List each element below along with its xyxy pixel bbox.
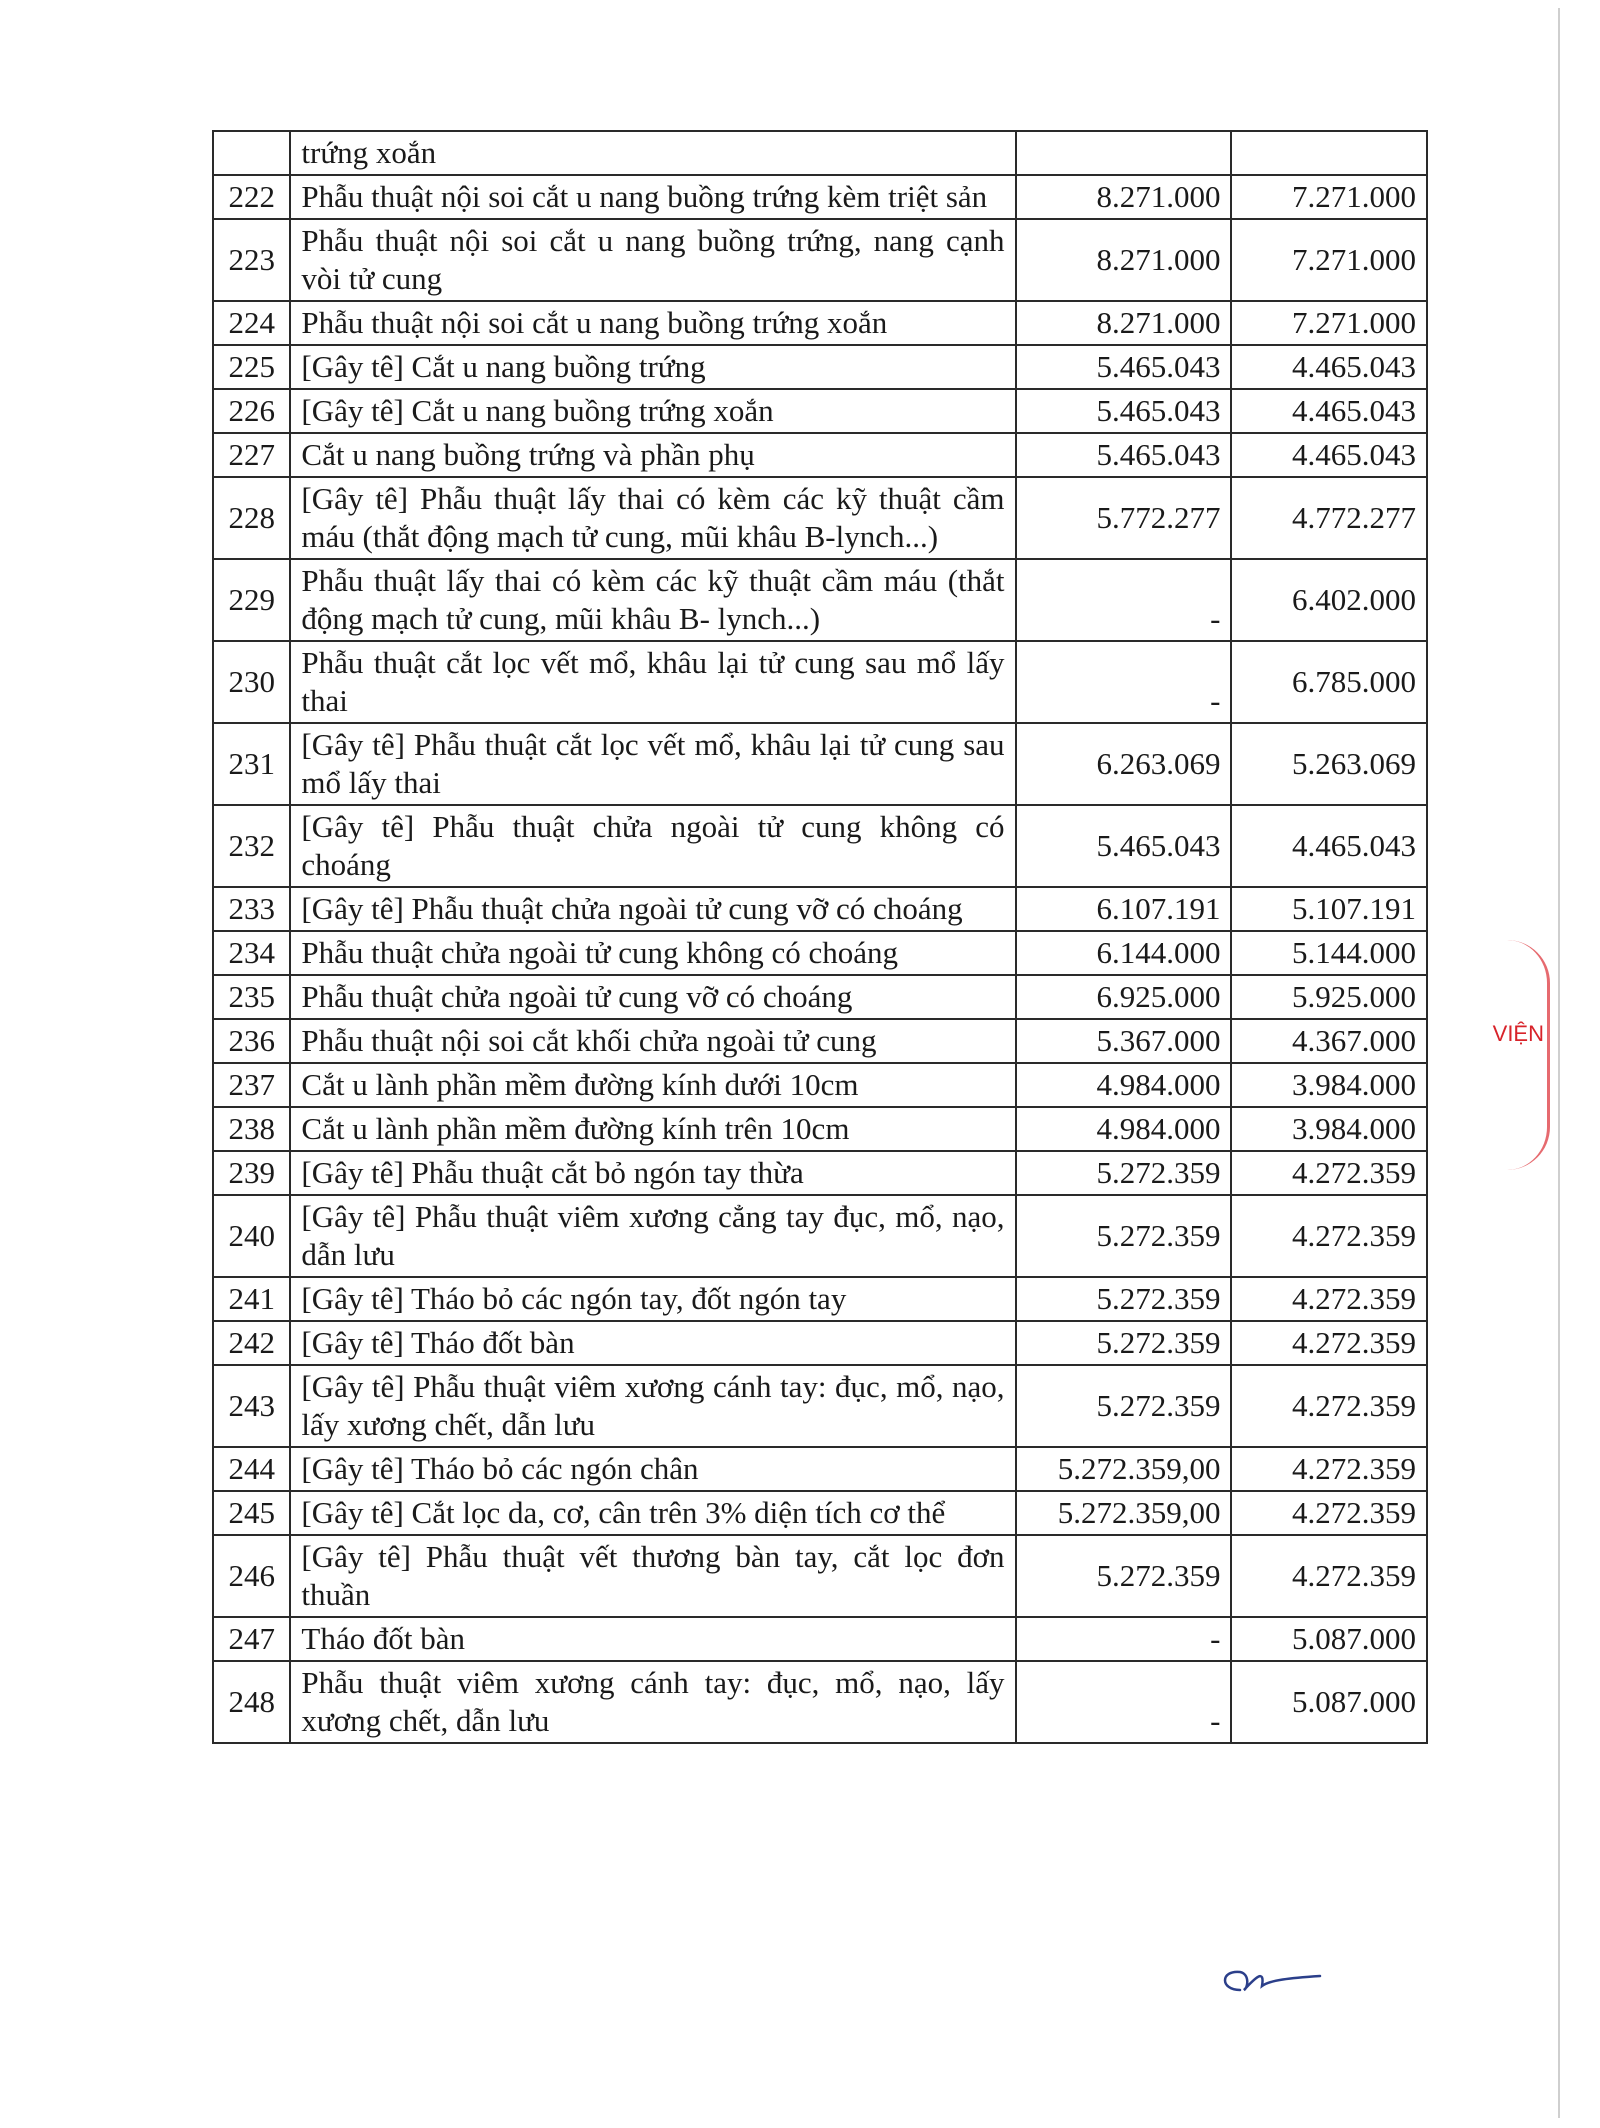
procedure-name: [Gây tê] Phẫu thuật chửa ngoài tử cung không có choáng xyxy=(290,805,1015,887)
price-1: 6.263.069 xyxy=(1016,723,1232,805)
table-row xyxy=(213,1019,1427,1063)
table-row xyxy=(213,175,1427,219)
price-2: 4.272.359 xyxy=(1231,1447,1427,1491)
table-row xyxy=(213,1321,1427,1365)
price-1: 5.272.359,00 xyxy=(1016,1491,1232,1535)
row-number: 247 xyxy=(213,1617,290,1661)
table-row xyxy=(213,1617,1427,1661)
procedure-name: Cắt u lành phần mềm đường kính dưới 10cm xyxy=(290,1063,1015,1107)
table-row xyxy=(213,723,1427,805)
table-row xyxy=(213,1365,1427,1447)
procedure-name: [Gây tê] Phẫu thuật viêm xương cánh tay: đục, mổ, nạo, lấy xương chết, dẫn lưu xyxy=(290,1365,1015,1447)
table-row xyxy=(213,1195,1427,1277)
price-2 xyxy=(1231,131,1427,175)
price-2: 4.465.043 xyxy=(1231,345,1427,389)
table-row xyxy=(213,1063,1427,1107)
price-1: 5.272.359 xyxy=(1016,1195,1232,1277)
row-number: 239 xyxy=(213,1151,290,1195)
procedure-name: [Gây tê] Cắt u nang buồng trứng xoắn xyxy=(290,389,1015,433)
price-1: 4.984.000 xyxy=(1016,1107,1232,1151)
price-2: 4.272.359 xyxy=(1231,1151,1427,1195)
row-number: 231 xyxy=(213,723,290,805)
procedure-name: Phẫu thuật viêm xương cánh tay: đục, mổ, nạo, lấy xương chết, dẫn lưu xyxy=(290,1661,1015,1743)
price-1: 5.272.359 xyxy=(1016,1277,1232,1321)
procedure-name: trứng xoắn xyxy=(290,131,1015,175)
price-2: 5.263.069 xyxy=(1231,723,1427,805)
table-row xyxy=(213,477,1427,559)
table-row xyxy=(213,131,1427,175)
row-number: 241 xyxy=(213,1277,290,1321)
row-number: 230 xyxy=(213,641,290,723)
price-2: 7.271.000 xyxy=(1231,175,1427,219)
procedure-name: Phẫu thuật nội soi cắt u nang buồng trứng, nang cạnh vòi tử cung xyxy=(290,219,1015,301)
table-row xyxy=(213,641,1427,723)
price-2: 4.272.359 xyxy=(1231,1365,1427,1447)
procedure-name: Phẫu thuật nội soi cắt khối chửa ngoài tử cung xyxy=(290,1019,1015,1063)
table-row xyxy=(213,1151,1427,1195)
row-number: 224 xyxy=(213,301,290,345)
price-1: 5.465.043 xyxy=(1016,345,1232,389)
table-row xyxy=(213,301,1427,345)
row-number: 243 xyxy=(213,1365,290,1447)
row-number: 236 xyxy=(213,1019,290,1063)
row-number: 223 xyxy=(213,219,290,301)
price-2: 4.465.043 xyxy=(1231,433,1427,477)
row-number: 225 xyxy=(213,345,290,389)
price-2: 6.402.000 xyxy=(1231,559,1427,641)
table-row xyxy=(213,975,1427,1019)
stamp-text: VIỆN xyxy=(1492,1021,1544,1046)
procedure-name: [Gây tê] Tháo bỏ các ngón tay, đốt ngón tay xyxy=(290,1277,1015,1321)
procedure-name: [Gây tê] Tháo bỏ các ngón chân xyxy=(290,1447,1015,1491)
table-row xyxy=(213,931,1427,975)
table-row xyxy=(213,1107,1427,1151)
row-number: 234 xyxy=(213,931,290,975)
table-row xyxy=(213,1535,1427,1617)
procedure-name: [Gây tê] Phẫu thuật chửa ngoài tử cung vỡ có choáng xyxy=(290,887,1015,931)
price-2: 5.087.000 xyxy=(1231,1661,1427,1743)
row-number: 227 xyxy=(213,433,290,477)
price-2: 7.271.000 xyxy=(1231,219,1427,301)
price-2: 5.925.000 xyxy=(1231,975,1427,1019)
price-1: 5.272.359 xyxy=(1016,1151,1232,1195)
table-row xyxy=(213,219,1427,301)
procedure-name: Cắt u lành phần mềm đường kính trên 10cm xyxy=(290,1107,1015,1151)
page-edge xyxy=(1558,8,1560,2118)
price-2: 4.367.000 xyxy=(1231,1019,1427,1063)
procedure-name: Phẫu thuật chửa ngoài tử cung vỡ có choáng xyxy=(290,975,1015,1019)
price-2: 4.465.043 xyxy=(1231,389,1427,433)
price-1 xyxy=(1016,131,1232,175)
row-number: 232 xyxy=(213,805,290,887)
price-2: 5.144.000 xyxy=(1231,931,1427,975)
procedure-name: [Gây tê] Cắt u nang buồng trứng xyxy=(290,345,1015,389)
row-number: 238 xyxy=(213,1107,290,1151)
price-2: 4.272.359 xyxy=(1231,1535,1427,1617)
row-number: 245 xyxy=(213,1491,290,1535)
price-1: - xyxy=(1016,559,1232,641)
table-row xyxy=(213,1491,1427,1535)
price-table-body xyxy=(213,131,1427,1743)
price-1: 8.271.000 xyxy=(1016,301,1232,345)
price-2: 3.984.000 xyxy=(1231,1063,1427,1107)
row-number: 246 xyxy=(213,1535,290,1617)
price-2: 7.271.000 xyxy=(1231,301,1427,345)
row-number: 228 xyxy=(213,477,290,559)
price-1: - xyxy=(1016,641,1232,723)
price-1: 5.272.359 xyxy=(1016,1535,1232,1617)
price-2: 4.772.277 xyxy=(1231,477,1427,559)
procedure-name: [Gây tê] Phẫu thuật viêm xương cẳng tay đục, mổ, nạo, dẫn lưu xyxy=(290,1195,1015,1277)
price-1: - xyxy=(1016,1661,1232,1743)
table-row xyxy=(213,345,1427,389)
procedure-name: [Gây tê] Phẫu thuật cắt lọc vết mổ, khâu lại tử cung sau mổ lấy thai xyxy=(290,723,1015,805)
procedure-name: Phẫu thuật nội soi cắt u nang buồng trứng kèm triệt sản xyxy=(290,175,1015,219)
price-2: 4.272.359 xyxy=(1231,1277,1427,1321)
procedure-name: Phẫu thuật cắt lọc vết mổ, khâu lại tử cung sau mổ lấy thai xyxy=(290,641,1015,723)
price-2: 4.272.359 xyxy=(1231,1321,1427,1365)
table-row xyxy=(213,433,1427,477)
procedure-name: [Gây tê] Phẫu thuật vết thương bàn tay, cắt lọc đơn thuần xyxy=(290,1535,1015,1617)
price-1: 5.465.043 xyxy=(1016,433,1232,477)
price-2: 3.984.000 xyxy=(1231,1107,1427,1151)
table-row xyxy=(213,559,1427,641)
procedure-name: [Gây tê] Cắt lọc da, cơ, cân trên 3% diện tích cơ thể xyxy=(290,1491,1015,1535)
price-1: - xyxy=(1016,1617,1232,1661)
procedure-name: Phẫu thuật nội soi cắt u nang buồng trứng xoắn xyxy=(290,301,1015,345)
price-1: 5.367.000 xyxy=(1016,1019,1232,1063)
row-number xyxy=(213,131,290,175)
price-1: 5.272.359 xyxy=(1016,1365,1232,1447)
stamp-arc xyxy=(1507,940,1550,1170)
price-1: 6.107.191 xyxy=(1016,887,1232,931)
procedure-name: Cắt u nang buồng trứng và phần phụ xyxy=(290,433,1015,477)
price-2: 5.107.191 xyxy=(1231,887,1427,931)
procedure-name: [Gây tê] Phẫu thuật cắt bỏ ngón tay thừa xyxy=(290,1151,1015,1195)
table-row xyxy=(213,1447,1427,1491)
price-2: 4.272.359 xyxy=(1231,1491,1427,1535)
price-1: 4.984.000 xyxy=(1016,1063,1232,1107)
row-number: 226 xyxy=(213,389,290,433)
row-number: 237 xyxy=(213,1063,290,1107)
row-number: 233 xyxy=(213,887,290,931)
price-2: 6.785.000 xyxy=(1231,641,1427,723)
table-row xyxy=(213,805,1427,887)
table-row xyxy=(213,1661,1427,1743)
row-number: 248 xyxy=(213,1661,290,1743)
price-table xyxy=(212,130,1428,1744)
price-1: 5.465.043 xyxy=(1016,389,1232,433)
procedure-name: Phẫu thuật lấy thai có kèm các kỹ thuật cầm máu (thắt động mạch tử cung, mũi khâu B- lynch...) xyxy=(290,559,1015,641)
signature-mark xyxy=(1210,1960,1330,2000)
red-stamp xyxy=(1490,940,1550,1170)
procedure-name: [Gây tê] Tháo đốt bàn xyxy=(290,1321,1015,1365)
table-row xyxy=(213,389,1427,433)
price-1: 5.272.359 xyxy=(1016,1321,1232,1365)
procedure-name: Phẫu thuật chửa ngoài tử cung không có choáng xyxy=(290,931,1015,975)
row-number: 240 xyxy=(213,1195,290,1277)
price-1: 8.271.000 xyxy=(1016,219,1232,301)
price-1: 5.272.359,00 xyxy=(1016,1447,1232,1491)
price-1: 6.925.000 xyxy=(1016,975,1232,1019)
price-2: 5.087.000 xyxy=(1231,1617,1427,1661)
row-number: 222 xyxy=(213,175,290,219)
table-row xyxy=(213,887,1427,931)
price-1: 8.271.000 xyxy=(1016,175,1232,219)
price-1: 6.144.000 xyxy=(1016,931,1232,975)
price-2: 4.272.359 xyxy=(1231,1195,1427,1277)
price-1: 5.465.043 xyxy=(1016,805,1232,887)
procedure-name: [Gây tê] Phẫu thuật lấy thai có kèm các kỹ thuật cầm máu (thắt động mạch tử cung, mũi khâu B-lynch...) xyxy=(290,477,1015,559)
table-row xyxy=(213,1277,1427,1321)
price-2: 4.465.043 xyxy=(1231,805,1427,887)
price-1: 5.772.277 xyxy=(1016,477,1232,559)
row-number: 244 xyxy=(213,1447,290,1491)
procedure-name: Tháo đốt bàn xyxy=(290,1617,1015,1661)
row-number: 235 xyxy=(213,975,290,1019)
row-number: 242 xyxy=(213,1321,290,1365)
row-number: 229 xyxy=(213,559,290,641)
